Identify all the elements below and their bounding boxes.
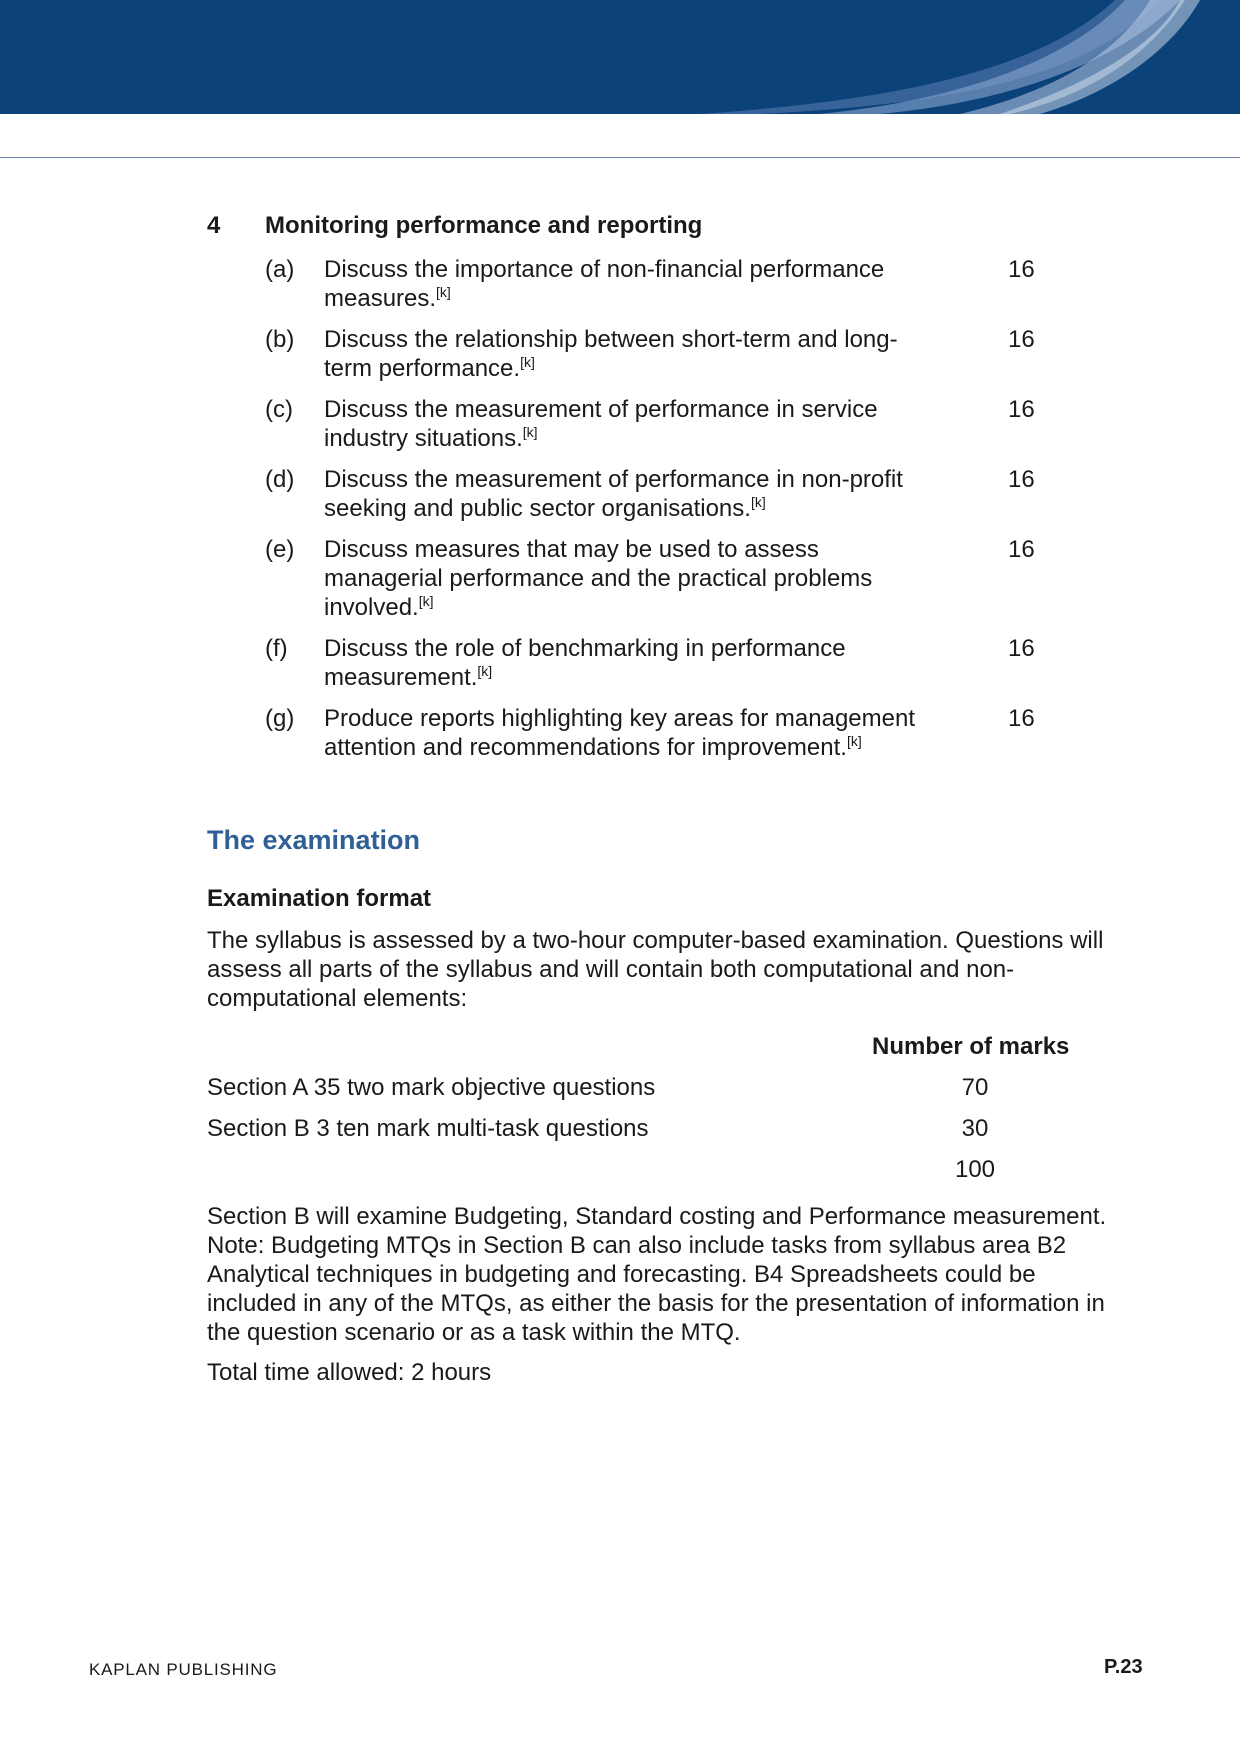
item-letter: (f) (265, 635, 288, 662)
knowledge-tag: [k] (846, 733, 862, 749)
section-b-label: Section B 3 ten mark multi-task questions (207, 1115, 649, 1142)
knowledge-tag: [k] (477, 663, 493, 679)
examination-intro: The syllabus is assessed by a two-hour computer-based examination. Questions will assess all parts of the syllabus and will contain both computational and non-computational elements: (207, 927, 1104, 1012)
banner-swoosh-graphic (0, 0, 1240, 114)
item-letter: (b) (265, 326, 295, 353)
section-title: Monitoring performance and reporting (265, 212, 703, 239)
item-marks: 16 (1008, 705, 1035, 732)
knowledge-tag: [k] (436, 284, 451, 300)
section-a-label: Section A 35 two mark objective questions (207, 1074, 656, 1101)
item-letter: (a) (265, 256, 295, 283)
total-time: Total time allowed: 2 hours (207, 1359, 492, 1386)
item-marks: 16 (1008, 396, 1035, 423)
item-text: Discuss the measurement of performance in non-profit seeking and public sector organisations.[k] (324, 466, 903, 522)
section-b-note: Section B will examine Budgeting, Standard costing and Performance measurement. Note: Budgeting MTQs in Section B can also include tasks from syllabus area B2 Analytical techniques in budgeting and forecasting. B4 Spreadsheets could be included in any of the MTQs, as either the basis for the presentation of information in the question scenario or as a task within the MTQ. (207, 1203, 1107, 1346)
total-marks: 100 (954, 1156, 996, 1183)
item-text: Discuss the measurement of performance in service industry situations.[k] (324, 396, 878, 452)
item-letter: (g) (265, 705, 295, 732)
page-number: P.23 (1104, 1656, 1143, 1678)
item-letter: (c) (265, 396, 293, 423)
footer-publisher: KAPLAN PUBLISHING (89, 1660, 278, 1679)
item-text: Discuss the relationship between short-term and long-term performance.[k] (324, 326, 898, 382)
item-text: Discuss the importance of non-financial performance measures.[k] (324, 256, 885, 312)
knowledge-tag: [k] (750, 494, 766, 510)
item-marks: 16 (1008, 635, 1035, 662)
item-text: Discuss measures that may be used to assess managerial performance and the practical problems involved.[k] (324, 536, 873, 621)
knowledge-tag: [k] (418, 593, 434, 609)
examination-format-heading: Examination format (207, 885, 432, 912)
item-letter: (e) (265, 536, 295, 563)
section-a-marks: 70 (961, 1074, 989, 1101)
section-b-marks: 30 (961, 1115, 989, 1142)
examination-heading: The examination (207, 825, 421, 855)
knowledge-tag: [k] (522, 424, 538, 440)
item-marks: 16 (1008, 466, 1035, 493)
item-text: Produce reports highlighting key areas for management attention and recommendations for improvement.[k] (324, 705, 915, 761)
item-marks: 16 (1008, 256, 1035, 283)
section-number: 4 (207, 212, 221, 239)
header-rule (0, 157, 1240, 158)
header-banner (0, 0, 1240, 114)
item-text: Discuss the role of benchmarking in performance measurement.[k] (324, 635, 846, 691)
item-marks: 16 (1008, 536, 1035, 563)
knowledge-tag: [k] (520, 354, 535, 370)
marks-column-header: Number of marks (872, 1033, 1070, 1060)
item-letter: (d) (265, 466, 295, 493)
item-marks: 16 (1008, 326, 1035, 353)
